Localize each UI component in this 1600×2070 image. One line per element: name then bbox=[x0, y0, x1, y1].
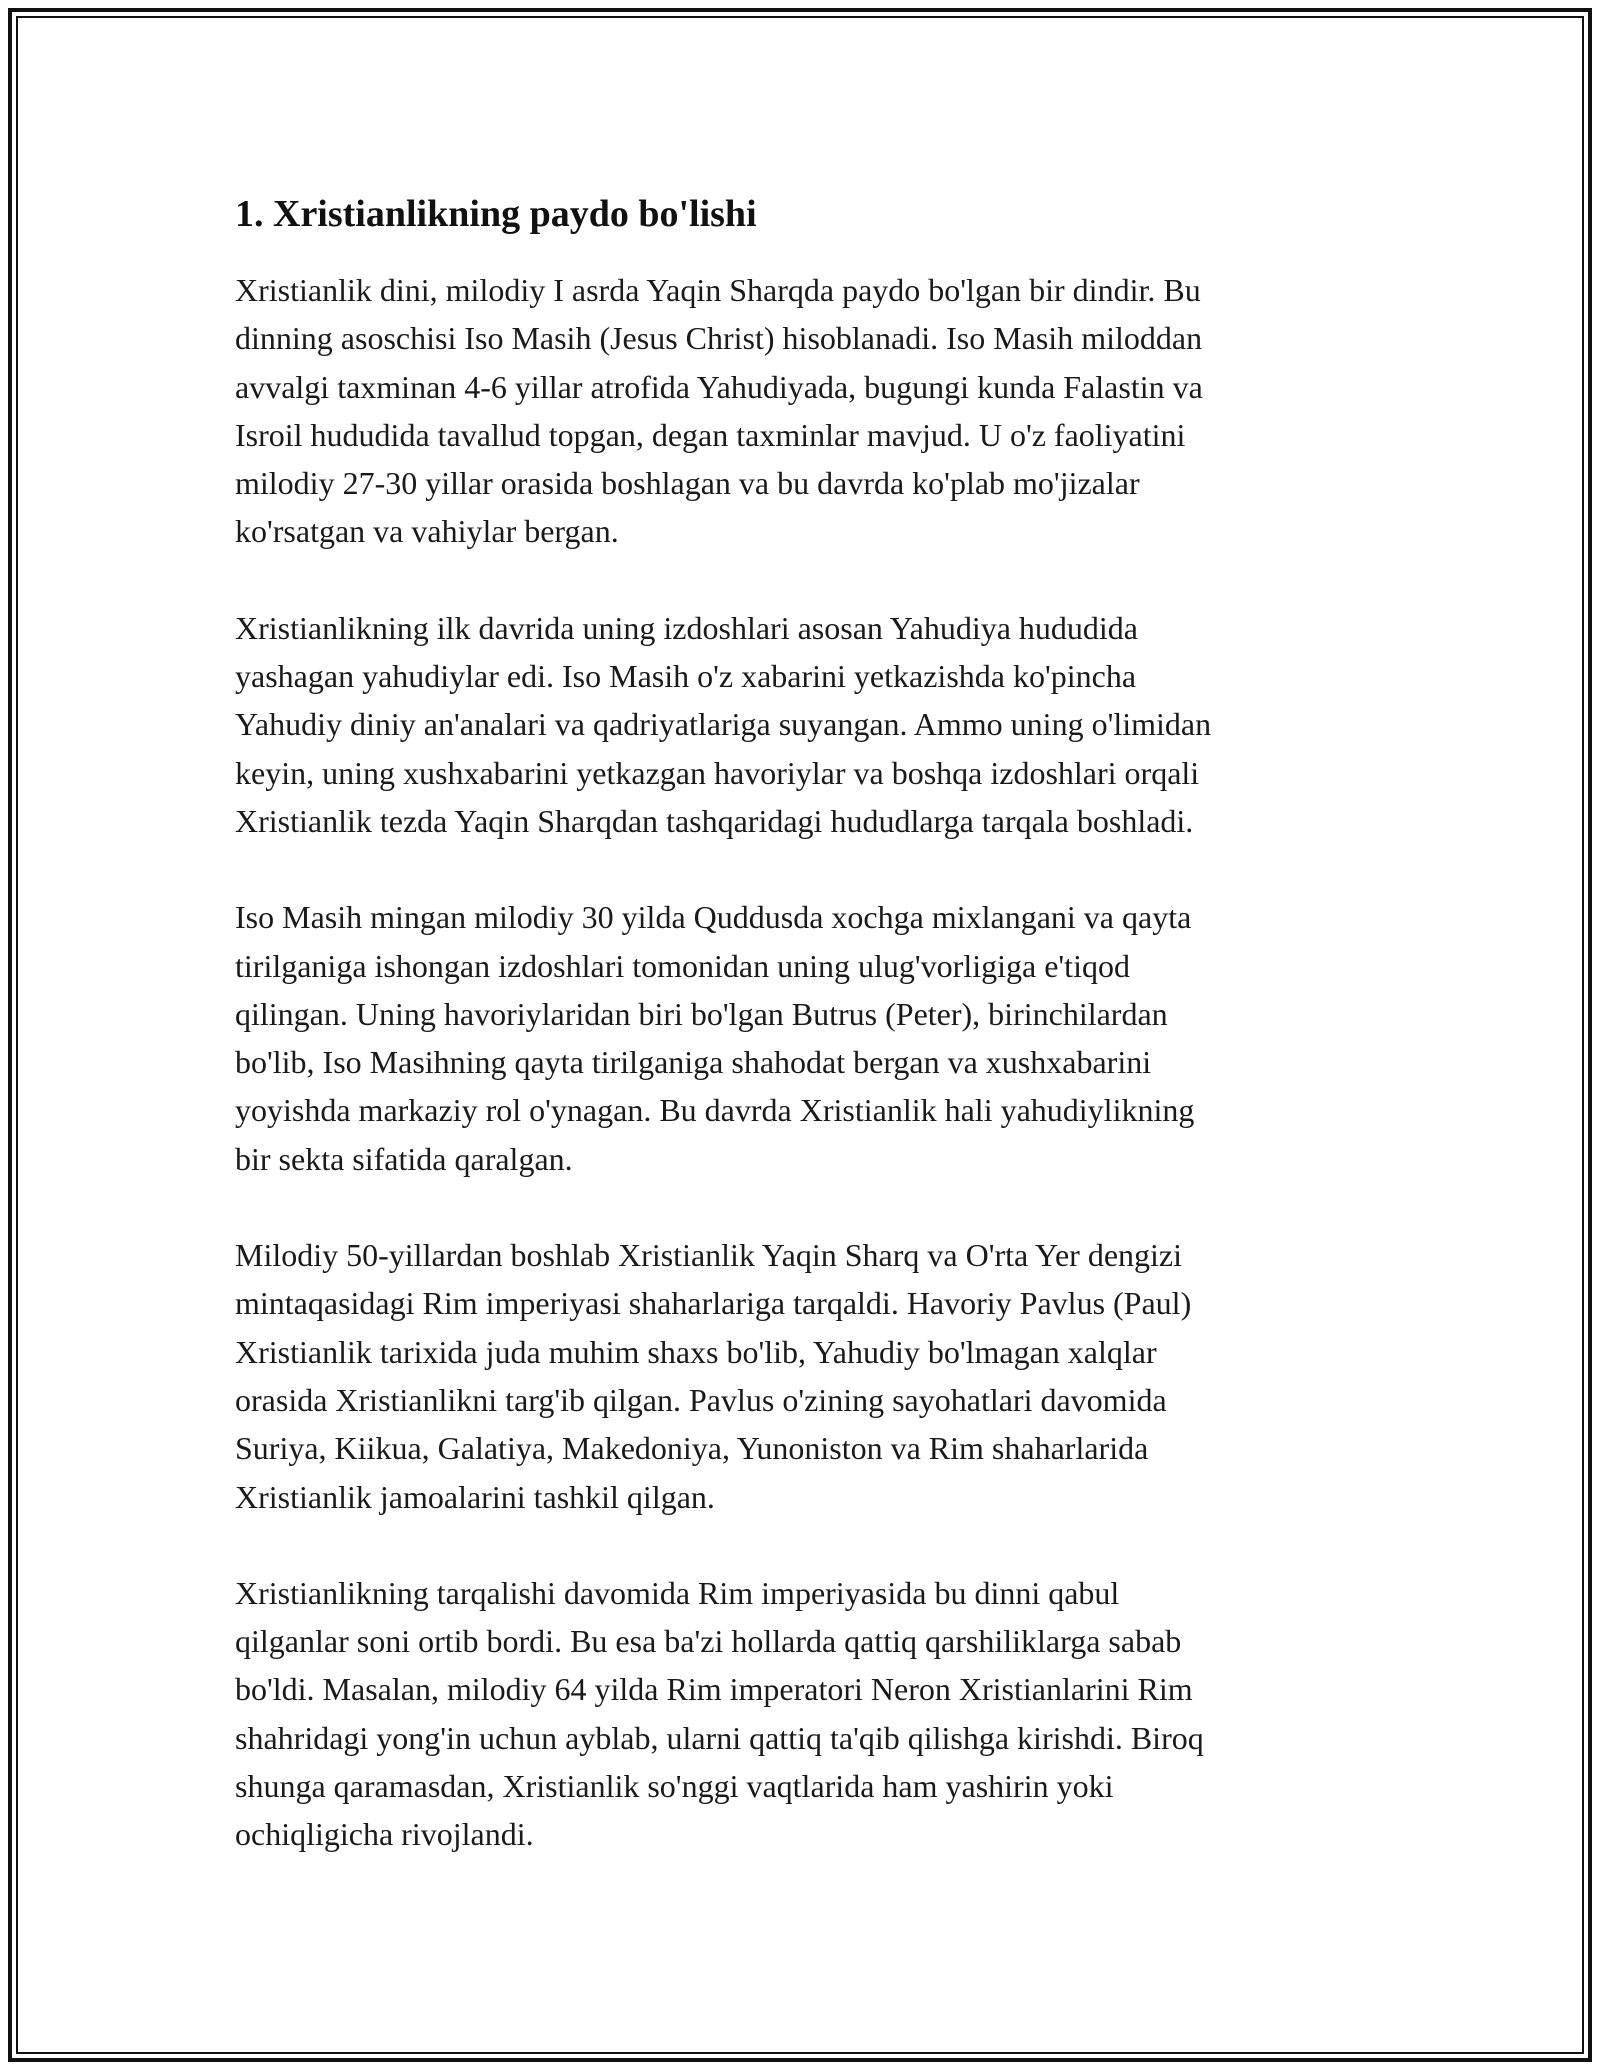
paragraph: Xristianlikning tarqalishi davomida Rim imperiyasida bu dinni qabul qilganlar soni ortib bordi. Bu esa ba'zi hollarda qattiq qarshiliklarga sabab bo'ldi. Masalan, milodiy 64 yilda Rim imperatori Neron Xristianlarini Rim shahridagi yong'in uchun ayblab, ularni qattiq ta'qib qilishga kirishdi. Biroq shunga qaramasdan, Xristianlik so'nggi vaqtlarida ham yashirin yoki ochiqligicha rivojlandi. bbox=[235, 1574, 1204, 1853]
paragraph: Xristianlik dini, milodiy I asrda Yaqin Sharqda paydo bo'lgan bir dindir. Bu dinning asoschisi Iso Masih (Jesus Christ) hisoblanadi. Iso Masih miloddan avvalgi taxminan 4-6 yillar atrofida Yahudiyada, bugungi kunda Falastin va Isroil hududida tavallud topgan, degan taxminlar mavjud. U o'z faoliyatini milodiy 27-30 yillar orasida boshlagan va bu davrda ko'plab mo'jizalar ko'rsatgan va vahiylar bergan. bbox=[235, 272, 1203, 550]
paragraph: Iso Masih mingan milodiy 30 yilda Quddusda xochga mixlangani va qayta tirilganiga ishongan izdoshlari tomonidan uning ulug'vorligiga e'tiqod qilingan. Uning havoriylaridan biri bo'lgan Butrus (Peter), birinchilardan bo'lib, Iso Masihning qayta tirilganiga shahodat bergan va xushxabarini yoyishda markaziy rol o'ynagan. Bu davrda Xristianlik hali yahudiylikning bir sekta sifatida qaralgan. bbox=[235, 899, 1195, 1177]
paragraph: Milodiy 50-yillardan boshlab Xristianlik Yaqin Sharq va O'rta Yer dengizi mintaqasidagi Rim imperiyasi shaharlariga tarqaldi. Havoriy Pavlus (Paul) Xristianlik tarixida juda muhim shaxs bo'lib, Yahudiy bo'lmagan xalqlar orasida Xristianlikni targ'ib qilgan. Pavlus o'zining sayohatlari davomida Suriya, Kiikua, Galatiya, Makedoniya, Yunoniston va Rim shaharlarida Xristianlik jamoalarini tashkil qilgan. bbox=[235, 1237, 1192, 1515]
document-body bbox=[235, 190, 1375, 1859]
section-heading: 1. Xristianlikning paydo bo'lishi bbox=[235, 193, 757, 235]
paragraph: Xristianlikning ilk davrida uning izdoshlari asosan Yahudiya hududida yashagan yahudiylar edi. Iso Masih o'z xabarini yetkazishda ko'pincha Yahudiy diniy an'analari va qadriyatlariga suyangan. Ammo uning o'limidan keyin, uning xushxabarini yetkazgan havoriylar va boshqa izdoshlari orqali Xristianlik tezda Yaqin Sharqdan tashqaridagi hududlarga tarqala boshladi. bbox=[235, 609, 1212, 839]
